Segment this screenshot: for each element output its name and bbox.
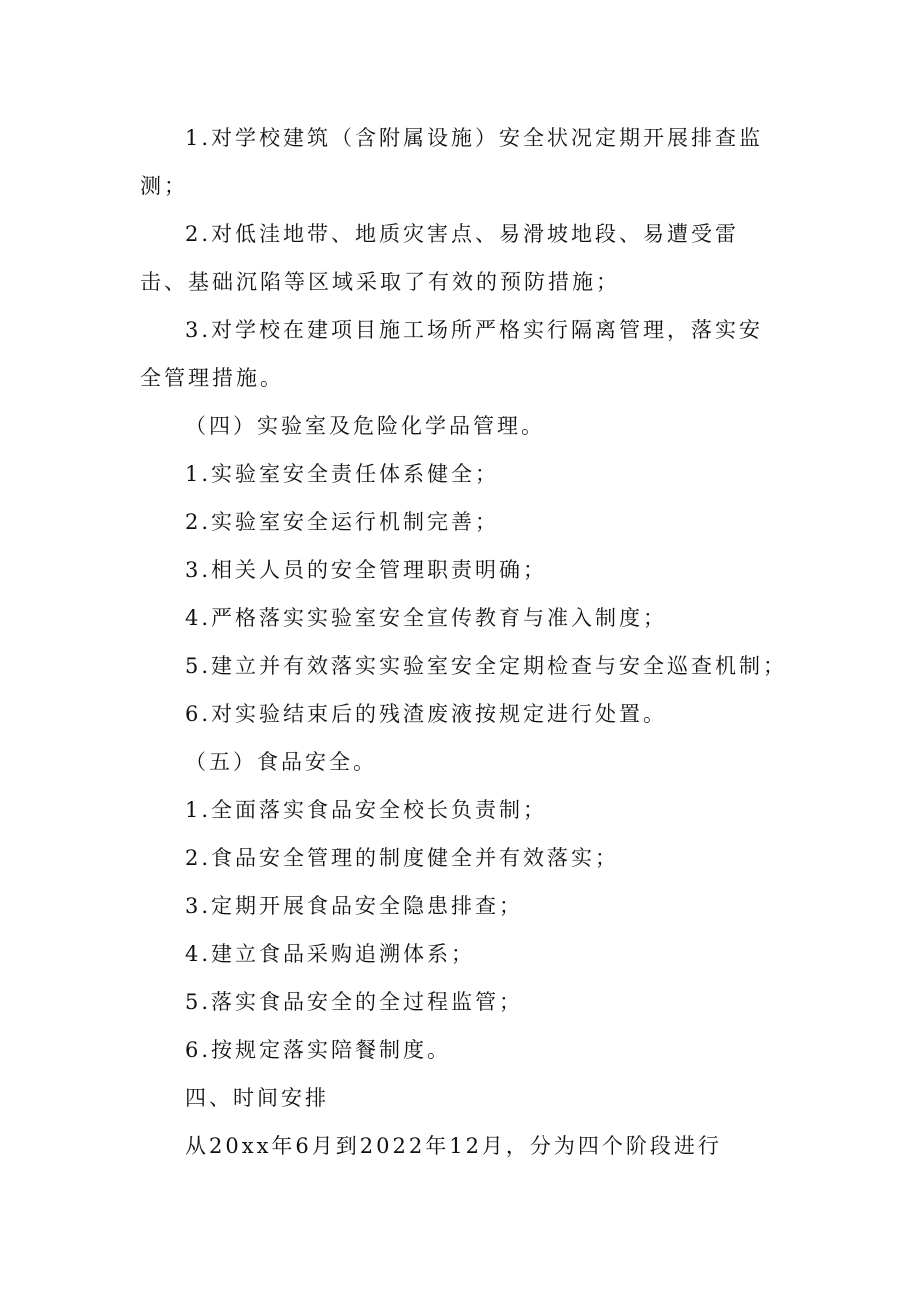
paragraph-lab-responsibility: 1.实验室安全责任体系健全；: [185, 462, 500, 486]
paragraph-waste-disposal: 6.对实验结束后的残渣废液按规定进行处置。: [185, 702, 668, 726]
document-body: [140, 114, 788, 1170]
paragraph-construction-isolation: 3.对学校在建项目施工场所严格实行隔离管理，落实安全管理措施。: [140, 318, 764, 390]
paragraph-lab-education: 4.严格落实实验室安全宣传教育与准入制度；: [185, 606, 668, 630]
paragraph-schedule-period: 从20xx年6月到2022年12月，分为四个阶段进行: [185, 1134, 722, 1158]
section-heading-food-safety: （五）食品安全。: [185, 750, 377, 774]
section-heading-schedule: 四、时间安排: [185, 1086, 329, 1110]
paragraph-staff-duties: 3.相关人员的安全管理职责明确；: [185, 558, 548, 582]
paragraph-food-supervision: 5.落实食品安全的全过程监管；: [185, 990, 524, 1014]
paragraph-hazard-prevention: 2.对低洼地带、地质灾害点、易滑坡地段、易遭受雷击、基础沉陷等区域采取了有效的预防措施；: [140, 222, 740, 294]
paragraph-lab-inspection: 5.建立并有效落实实验室安全定期检查与安全巡查机制；: [185, 654, 788, 678]
paragraph-food-rules: 2.食品安全管理的制度健全并有效落实；: [185, 846, 620, 870]
paragraph-food-traceability: 4.建立食品采购追溯体系；: [185, 942, 476, 966]
paragraph-building-inspection: 1.对学校建筑（含附属设施）安全状况定期开展排查监测；: [140, 126, 764, 198]
paragraph-principal-responsibility: 1.全面落实食品安全校长负责制；: [185, 798, 548, 822]
paragraph-food-hazard-check: 3.定期开展食品安全隐患排查；: [185, 894, 524, 918]
section-heading-lab-chemicals: （四）实验室及危险化学品管理。: [185, 414, 545, 438]
paragraph-meal-accompany: 6.按规定落实陪餐制度。: [185, 1038, 452, 1062]
paragraph-lab-operation: 2.实验室安全运行机制完善；: [185, 510, 500, 534]
